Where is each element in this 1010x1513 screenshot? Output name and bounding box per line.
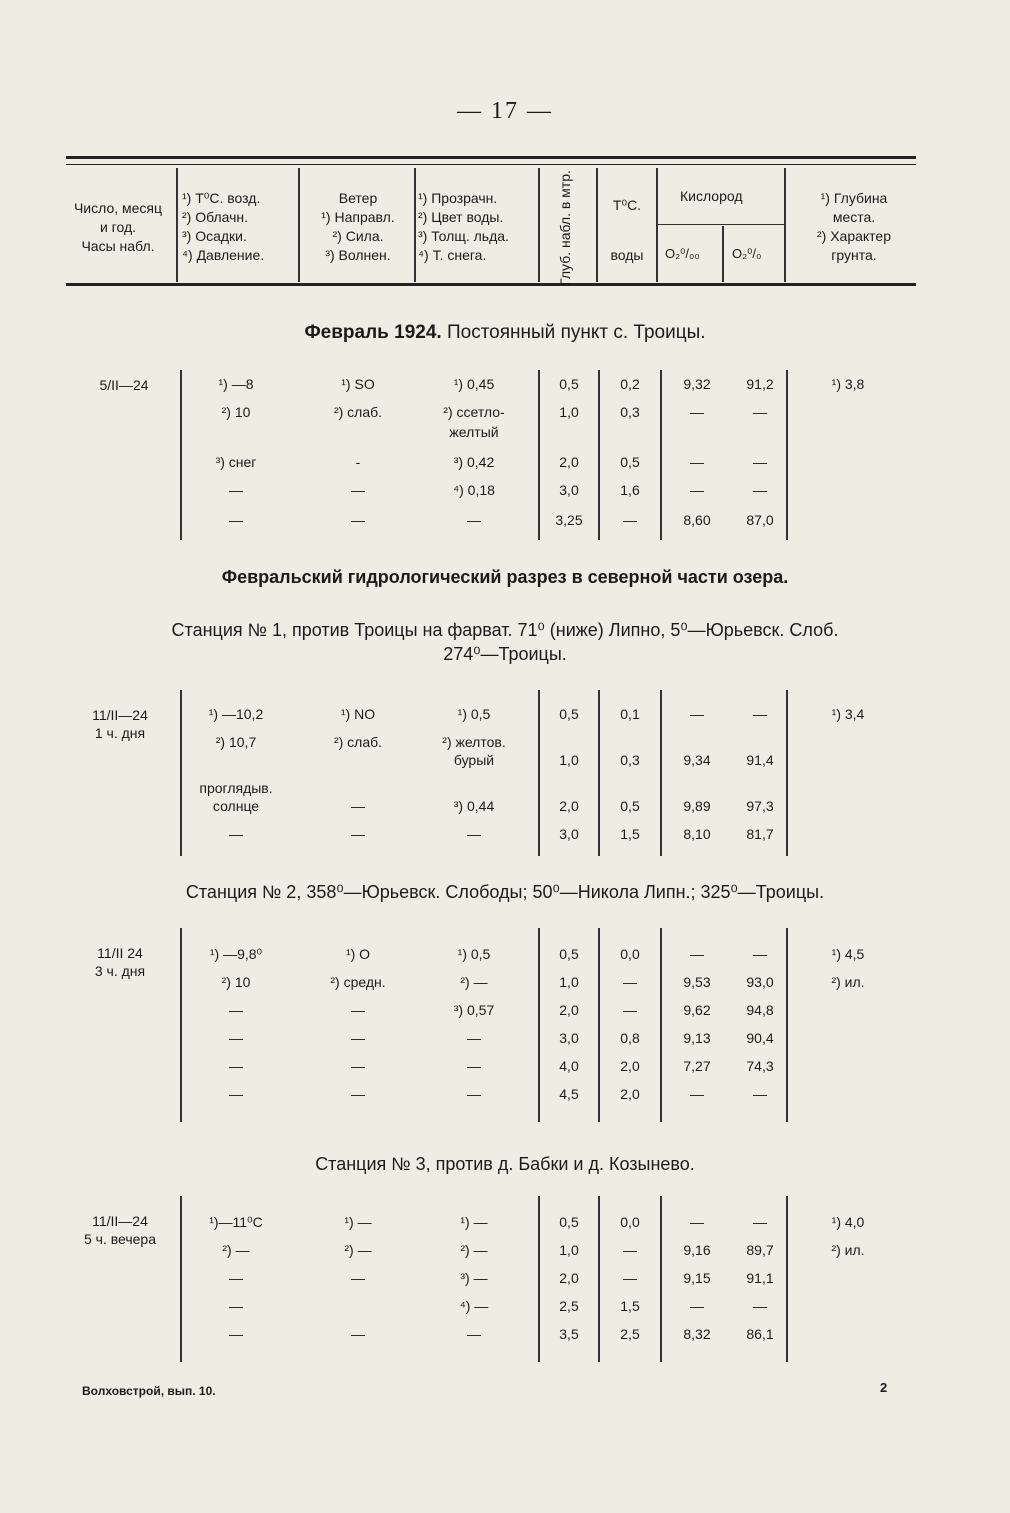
table-cell-c4: ²) ссетло-	[443, 404, 505, 420]
header-separator	[414, 168, 416, 282]
table-cell-o2: 93,0	[746, 974, 774, 990]
station1-date: 11/II—24 1 ч. дня	[92, 707, 148, 741]
section1-title: Февраль 1924. Постоянный пункт с. Троицы.	[304, 322, 706, 343]
table-cell-c2: —	[229, 482, 243, 498]
table-separator	[180, 1196, 182, 1362]
header-col-depth: Глуб. набл. в мтр.	[557, 170, 573, 286]
table-cell-o1: —	[690, 946, 704, 962]
table-cell-o2: 90,4	[746, 1030, 774, 1046]
table-cell-o2: 86,1	[746, 1326, 774, 1342]
header-col-date: Число, месяц и год. Часы набл.	[73, 199, 163, 254]
table-cell-o2: —	[753, 1214, 767, 1230]
table-cell-o2: 89,7	[746, 1242, 774, 1258]
table-cell-o1: 9,53	[683, 974, 711, 990]
table-separator	[598, 370, 600, 540]
table-cell-t: 2,5	[620, 1326, 640, 1342]
table-cell-c2: —	[229, 1030, 243, 1046]
table-cell-t: 0,0	[620, 1214, 640, 1230]
table-cell-c2: ¹) —10,2	[208, 706, 264, 722]
table-cell-d: 1,0	[559, 752, 579, 768]
header-separator	[298, 168, 300, 282]
table-separator	[538, 370, 540, 540]
table-cell-o2: 81,7	[746, 826, 774, 842]
table-cell-o1: 9,13	[683, 1030, 711, 1046]
table-cell-c3: ¹) О	[345, 946, 371, 962]
station2-title: Станция № 2, 358⁰—Юрьевск. Слободы; 50⁰—Никола Липн.; 325⁰—Троицы.	[185, 882, 825, 902]
table-cell-c2: проглядыв.	[199, 780, 273, 796]
footer-publication: Волховстрой, вып. 10.	[82, 1384, 216, 1398]
table-cell-o2: —	[753, 946, 767, 962]
table-cell-c9: ²) ил.	[831, 974, 865, 990]
table-cell-o2: —	[753, 482, 767, 498]
table-cell-d: 2,0	[559, 1270, 579, 1286]
table-cell-c4: бурый	[453, 752, 495, 768]
table-cell-c9: ¹) 3,4	[831, 706, 865, 722]
table-cell-c4: ¹) —	[460, 1214, 488, 1230]
table-cell-c2: —	[229, 1086, 243, 1102]
table-cell-o2: 91,4	[746, 752, 774, 768]
table-cell-t: 0,2	[620, 376, 640, 392]
station3-date: 11/II—24 5 ч. вечера	[83, 1213, 156, 1247]
table-cell-d: 0,5	[559, 946, 579, 962]
table-cell-d: 1,0	[559, 974, 579, 990]
table-cell-c2: —	[229, 1326, 243, 1342]
table-cell-t: 1,5	[620, 826, 640, 842]
header-separator	[784, 168, 786, 282]
table-cell-c4: желтый	[449, 424, 499, 440]
table-cell-o2: 94,8	[746, 1002, 774, 1018]
table-cell-d: 0,5	[559, 706, 579, 722]
table-separator	[180, 690, 182, 856]
table-cell-d: 0,5	[559, 376, 579, 392]
table-cell-d: 0,5	[559, 1214, 579, 1230]
table-cell-d: 4,5	[559, 1086, 579, 1102]
table-cell-o1: 8,10	[683, 826, 711, 842]
table-cell-o2: 87,0	[746, 512, 774, 528]
table-cell-d: 3,25	[555, 512, 583, 528]
header-top-rule	[66, 156, 916, 159]
table-cell-c4: —	[467, 1086, 481, 1102]
table-cell-c2: —	[229, 826, 243, 842]
table-cell-c9: ²) ил.	[831, 1242, 865, 1258]
table-cell-d: 1,0	[559, 1242, 579, 1258]
table-cell-c2: ¹)—11⁰С	[209, 1214, 263, 1230]
table-cell-o1: 7,27	[683, 1058, 711, 1074]
table-cell-o1: 9,32	[683, 376, 711, 392]
table-separator	[786, 690, 788, 856]
table-cell-c9: ¹) 4,0	[831, 1214, 865, 1230]
table-cell-d: 3,0	[559, 826, 579, 842]
header-separator	[656, 168, 658, 282]
table-cell-o2: —	[753, 404, 767, 420]
table-cell-o2: 91,1	[746, 1270, 774, 1286]
table-cell-o1: 9,62	[683, 1002, 711, 1018]
table-cell-c2: —	[229, 1270, 243, 1286]
header-col-ground: ¹) Глубина места. ²) Характер грунта.	[816, 190, 892, 263]
table-separator	[538, 1196, 540, 1362]
table-cell-c3: —	[351, 1058, 365, 1074]
table-cell-c3: ¹) NO	[340, 706, 376, 722]
table-cell-o2: 74,3	[746, 1058, 774, 1074]
header-separator	[176, 168, 178, 282]
table-cell-c4: ¹) 0,5	[457, 946, 491, 962]
table-cell-o1: 9,34	[683, 752, 711, 768]
table-cell-t: 1,5	[620, 1298, 640, 1314]
table-cell-o2: 97,3	[746, 798, 774, 814]
table-separator	[598, 690, 600, 856]
table-cell-o1: 9,15	[683, 1270, 711, 1286]
table-cell-c4: ²) —	[460, 1242, 488, 1258]
table-cell-c2: —	[229, 1298, 243, 1314]
table-cell-c2: —	[229, 1058, 243, 1074]
table-cell-d: 2,5	[559, 1298, 579, 1314]
table-separator	[660, 1196, 662, 1362]
table-cell-c2: —	[229, 1002, 243, 1018]
table-cell-o2: —	[753, 1298, 767, 1314]
table-cell-c3: —	[351, 1086, 365, 1102]
table-cell-t: 0,1	[620, 706, 640, 722]
header-oxygen: Кислород	[680, 188, 743, 204]
table-cell-t: 0,5	[620, 454, 640, 470]
table-cell-c3: ²) слаб.	[333, 734, 383, 750]
table-cell-o1: —	[690, 1298, 704, 1314]
table-separator	[786, 370, 788, 540]
table-cell-c4: ³) 0,42	[453, 454, 495, 470]
table-cell-c3: ²) —	[344, 1242, 372, 1258]
table-cell-o1: 9,89	[683, 798, 711, 814]
table-separator	[786, 928, 788, 1122]
table-cell-o1: —	[690, 1086, 704, 1102]
table-cell-c2: ²) 10,7	[215, 734, 257, 750]
table-cell-o1: 8,60	[683, 512, 711, 528]
table-cell-d: 3,5	[559, 1326, 579, 1342]
table-cell-c3: —	[351, 798, 365, 814]
table-cell-c4: ⁴) 0,18	[453, 482, 495, 498]
table-separator	[538, 690, 540, 856]
table-cell-o2: —	[753, 706, 767, 722]
table-cell-t: 2,0	[620, 1086, 640, 1102]
table-cell-c4: —	[467, 512, 481, 528]
table-cell-d: 3,0	[559, 482, 579, 498]
table-cell-c3: ²) слаб.	[333, 404, 383, 420]
header-col-transparency: ¹) Прозрачн. ²) Цвет воды. ³) Толщ. льда. ⁴) Т. снега.	[418, 190, 509, 263]
table-cell-t: 0,0	[620, 946, 640, 962]
table-cell-d: 2,0	[559, 1002, 579, 1018]
table-cell-c4: ³) 0,44	[453, 798, 495, 814]
header-oxygen-sub1: O₂⁰/₀₀	[665, 246, 700, 261]
table-cell-c2: солнце	[212, 798, 260, 814]
table-separator	[786, 1196, 788, 1362]
table-cell-o1: 8,32	[683, 1326, 711, 1342]
table-cell-o2: —	[753, 454, 767, 470]
table-cell-c4: —	[467, 1030, 481, 1046]
table-cell-c4: —	[467, 1058, 481, 1074]
table-cell-o1: —	[690, 454, 704, 470]
table-cell-d: 1,0	[559, 404, 579, 420]
station1-title-line2: 274⁰—Троицы.	[443, 644, 567, 664]
table-cell-t: 0,3	[620, 752, 640, 768]
table-cell-o1: —	[690, 482, 704, 498]
table-cell-c2: ¹) —9,8⁰	[209, 946, 263, 962]
table-cell-c3: —	[351, 1002, 365, 1018]
table-separator	[538, 928, 540, 1122]
section1-date: 5/II—24	[99, 377, 149, 393]
table-cell-o1: —	[690, 706, 704, 722]
table-cell-t: —	[623, 1002, 637, 1018]
table-cell-c4: ³) 0,57	[453, 1002, 495, 1018]
table-separator	[180, 370, 182, 540]
table-cell-c3: ¹) SO	[341, 376, 375, 392]
table-separator	[660, 928, 662, 1122]
table-cell-c3: —	[351, 482, 365, 498]
section2-title: Февральский гидрологический разрез в северной части озера.	[221, 567, 789, 587]
table-cell-c4: ³) —	[460, 1270, 488, 1286]
table-cell-c3: —	[351, 512, 365, 528]
oxygen-divider	[656, 224, 784, 225]
table-cell-c4: ⁴) —	[459, 1298, 489, 1314]
table-cell-c4: —	[467, 1326, 481, 1342]
header-top-rule-thin	[66, 164, 916, 165]
table-cell-c9: ¹) 4,5	[831, 946, 865, 962]
header-col-air: ¹) Т⁰С. возд. ²) Облачн. ³) Осадки. ⁴) Давление.	[182, 190, 265, 263]
table-cell-t: —	[623, 974, 637, 990]
table-cell-c2: ²) 10	[221, 404, 251, 420]
table-cell-d: 3,0	[559, 1030, 579, 1046]
table-cell-d: 4,0	[559, 1058, 579, 1074]
table-cell-t: —	[623, 1270, 637, 1286]
table-cell-d: 2,0	[559, 454, 579, 470]
table-cell-c4: ²) —	[460, 974, 488, 990]
table-cell-c2: —	[229, 512, 243, 528]
footer-sheet-number: 2	[880, 1380, 888, 1395]
header-col-water-temp: Т⁰С. воды	[610, 196, 644, 263]
station2-date: 11/II 24 3 ч. дня	[94, 945, 146, 979]
table-cell-c3: —	[351, 1326, 365, 1342]
table-cell-t: —	[623, 1242, 637, 1258]
station3-title: Станция № 3, против д. Бабки и д. Козынево.	[315, 1154, 695, 1174]
table-cell-o1: —	[690, 404, 704, 420]
table-cell-o2: —	[753, 1086, 767, 1102]
table-cell-c3: —	[351, 1270, 365, 1286]
table-cell-c3: ²) средн.	[330, 974, 386, 990]
header-separator	[722, 226, 724, 282]
table-cell-c4: ¹) 0,45	[453, 376, 495, 392]
table-cell-t: 1,6	[620, 482, 640, 498]
table-cell-o2: 91,2	[746, 376, 774, 392]
table-cell-t: 0,5	[620, 798, 640, 814]
table-separator	[598, 928, 600, 1122]
table-cell-c4: ¹) 0,5	[457, 706, 491, 722]
table-cell-t: 0,8	[620, 1030, 640, 1046]
table-cell-c4: ²) желтов.	[442, 734, 506, 750]
table-cell-c3: —	[351, 1030, 365, 1046]
header-col-wind: Ветер ¹) Направл. ²) Сила. ³) Волнен.	[321, 190, 395, 263]
table-separator	[180, 928, 182, 1122]
table-cell-c3: ¹) —	[344, 1214, 372, 1230]
table-cell-c2: ¹) —8	[218, 376, 254, 392]
table-cell-c3: -	[355, 454, 361, 470]
station1-title-line1: Станция № 1, против Троицы на фарват. 71⁰ (ниже) Липно, 5⁰—Юрьевск. Слоб.	[171, 620, 839, 640]
page-number: — 17 —	[457, 98, 553, 124]
table-separator	[660, 370, 662, 540]
table-cell-c3: —	[351, 826, 365, 842]
table-cell-o1: 9,16	[683, 1242, 711, 1258]
table-cell-d: 2,0	[559, 798, 579, 814]
table-cell-t: 0,3	[620, 404, 640, 420]
table-cell-c2: ²) 10	[221, 974, 251, 990]
table-cell-c4: —	[467, 826, 481, 842]
table-separator	[598, 1196, 600, 1362]
table-cell-t: 2,0	[620, 1058, 640, 1074]
table-cell-o1: —	[690, 1214, 704, 1230]
table-cell-c2: ²) —	[222, 1242, 250, 1258]
table-cell-c2: ³) снег	[215, 454, 257, 470]
header-separator	[538, 168, 540, 282]
table-separator	[660, 690, 662, 856]
header-bottom-rule	[66, 283, 916, 286]
header-oxygen-sub2: O₂⁰/₀	[732, 246, 762, 261]
table-cell-c9: ¹) 3,8	[831, 376, 865, 392]
table-cell-t: —	[623, 512, 637, 528]
